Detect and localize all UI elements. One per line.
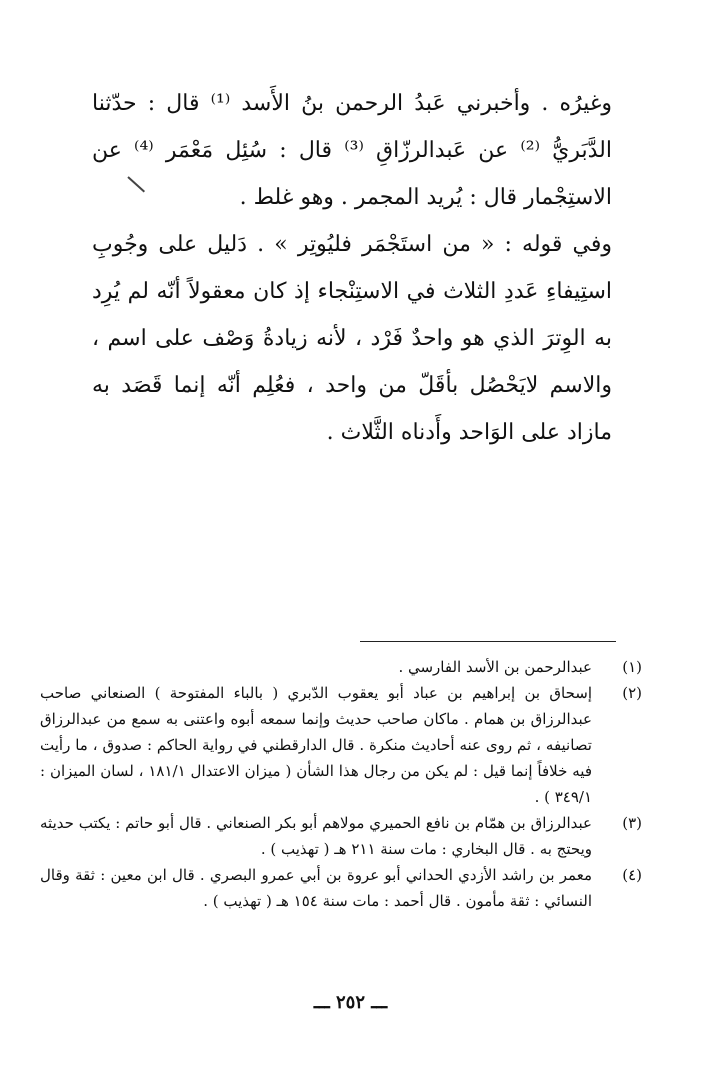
- footnote-text: إسحاق بن إبراهيم بن عباد أبو يعقوب الدّبري ( بالباء المفتوحة ) الصنعاني صاحب عبدالرزاق بن همام . ماكان صاحب حديث وإنما سمعه أبوه واعتنى به سمع من عبدالرزاق تصانيفه ، ثم روى عنه أحاديث منكرة . قال الدارقطني في رواية الحاكم : صدوق ، ما رأيت فيه خلافاً إنما قيل : لم يكن من رجال هذا الشأن ( ميزان الاعتدال ١٨١/١ ، لسان الميزان : ٣٤٩/١ ) .: [40, 684, 592, 806]
- main-paragraph-2: وفي قوله : « من استَجْمَر فليُوتِر » . دَليل على وجُوبِ استِيفاءِ عَددِ الثلاث في الاستِنْجاء إذ كان معقولاً أنّه لم يُرِد به الوِترَ الذي هو واحدٌ فَرْد ، لأنه زيادةُ وَصْف على اسم ، والاسم لايَحْصُل بأقَلّ من واحد ، فعُلِم أنّه إنما قَصَد به مازاد على الوَاحد وأَدناه الثَّلاث .: [92, 232, 612, 445]
- footnote-text: عبدالرحمن بن الأسد الفارسي .: [398, 658, 592, 676]
- footnote-separator: [360, 641, 616, 642]
- footnote-text: معمر بن راشد الأزدي الحداني أبو عروة بن أبي عمرو البصري . قال ابن معين : ثقة وقال النسائي : ثقة مأمون . قال أحمد : مات سنة ١٥٤ هـ ( تهذيب ) .: [40, 866, 592, 910]
- footnote-4: [40, 862, 642, 914]
- footnote-number: (٣): [622, 814, 642, 832]
- main-paragraph-1: وغيرُه . وأخبرني عَبدُ الرحمن بنُ الأَسد ⁽¹⁾ قال : حدّثنا الدَّبَريُّ ⁽²⁾ عن عَبدالرزّاقِ ⁽³⁾ قال : سُئِل مَعْمَر ⁽⁴⁾ عن الاستِجْمار قال : يُريد المجمر . وهو غلط .: [92, 91, 612, 210]
- footnote-3: [40, 810, 642, 862]
- footnote-1: [40, 654, 642, 680]
- footnote-text: عبدالرزاق بن همّام بن نافع الحميري مولاهم أبو بكر الصنعاني . قال أبو حاتم : يكتب حديثه ويحتج به . قال البخاري : مات سنة ٢١١ هـ ( تهذيب ) .: [40, 814, 592, 858]
- footnotes: [40, 654, 642, 914]
- footnote-number: (٢): [622, 684, 642, 702]
- main-text: [92, 80, 612, 456]
- footnote-number: (١): [622, 658, 642, 676]
- page-number: ـــ ٢٥٢ ـــ: [313, 992, 388, 1013]
- footnote-2: [40, 680, 642, 810]
- footnote-number: (٤): [622, 866, 642, 884]
